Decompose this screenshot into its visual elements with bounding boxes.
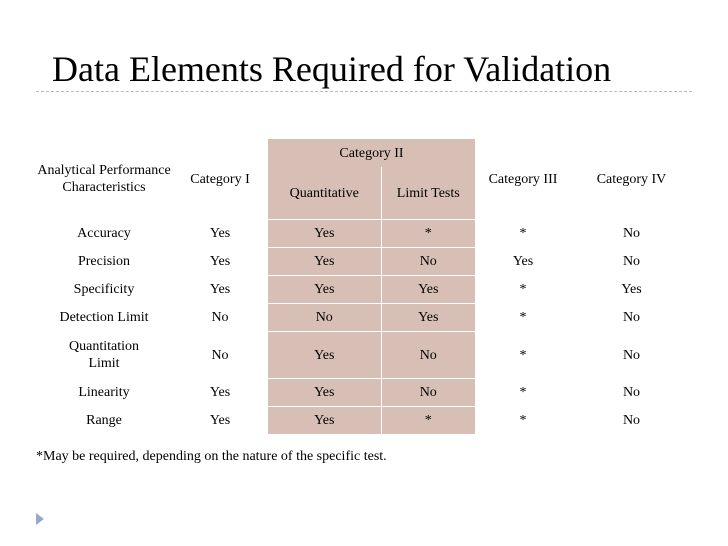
header-category-4: Category IV	[596, 171, 667, 187]
validation-table	[36, 139, 692, 434]
table-footnote: *May be required, depending on the nature of the specific test.	[36, 449, 387, 464]
cell-category-3: *	[475, 276, 571, 304]
cell-limit-tests: No	[381, 248, 475, 276]
cell-category-4: No	[571, 304, 692, 332]
cell-limit-tests: Yes	[381, 304, 475, 332]
table-row	[36, 248, 692, 276]
cell-quantitative: No	[268, 304, 381, 332]
row-label: Accuracy	[36, 220, 172, 248]
cell-quantitative: Yes	[268, 332, 381, 379]
cell-category-3: *	[475, 332, 571, 379]
table-row	[36, 379, 692, 407]
cell-quantitative: Yes	[268, 248, 381, 276]
cell-category-3: *	[475, 220, 571, 248]
row-label: Precision	[36, 248, 172, 276]
cell-category-1: No	[172, 304, 268, 332]
cell-category-4: No	[571, 220, 692, 248]
cell-category-3: *	[475, 407, 571, 435]
header-limit-tests: Limit Tests	[381, 167, 475, 220]
cell-limit-tests: Yes	[381, 276, 475, 304]
cell-category-4: Yes	[571, 276, 692, 304]
table-row	[36, 332, 692, 379]
cell-category-1: Yes	[172, 276, 268, 304]
cell-limit-tests: *	[381, 407, 475, 435]
cell-category-1: No	[172, 332, 268, 379]
cell-limit-tests: No	[381, 379, 475, 407]
row-label: Linearity	[36, 379, 172, 407]
cell-category-4: No	[571, 379, 692, 407]
cell-category-1: Yes	[172, 220, 268, 248]
table-row	[36, 220, 692, 248]
cell-category-1: Yes	[172, 248, 268, 276]
table-row	[36, 407, 692, 435]
header-row-top	[36, 139, 692, 167]
cell-quantitative: Yes	[268, 379, 381, 407]
row-label: Quantitation Limit	[36, 332, 172, 379]
table-row	[36, 304, 692, 332]
cell-quantitative: Yes	[268, 407, 381, 435]
cell-category-3: *	[475, 379, 571, 407]
cell-category-4: No	[571, 407, 692, 435]
row-label: Detection Limit	[36, 304, 172, 332]
cell-category-4: No	[571, 248, 692, 276]
cell-category-4: No	[571, 332, 692, 379]
cell-quantitative: Yes	[268, 220, 381, 248]
title-divider	[36, 91, 692, 92]
cell-category-3: Yes	[475, 248, 571, 276]
page-title: Data Elements Required for Validation	[52, 49, 612, 89]
header-quantitative: Quantitative	[268, 167, 381, 220]
header-category-3: Category III	[488, 171, 558, 187]
triangle-bullet-icon	[36, 513, 44, 525]
table-row	[36, 276, 692, 304]
cell-category-3: *	[475, 304, 571, 332]
row-label: Range	[36, 407, 172, 435]
cell-limit-tests: *	[381, 220, 475, 248]
header-category-2: Category II	[268, 139, 475, 167]
header-characteristics: Analytical Performance Characteristics	[37, 163, 171, 195]
cell-limit-tests: No	[381, 332, 475, 379]
row-label: Specificity	[36, 276, 172, 304]
header-category-1: Category I	[190, 171, 250, 187]
cell-category-1: Yes	[172, 407, 268, 435]
cell-category-1: Yes	[172, 379, 268, 407]
cell-quantitative: Yes	[268, 276, 381, 304]
